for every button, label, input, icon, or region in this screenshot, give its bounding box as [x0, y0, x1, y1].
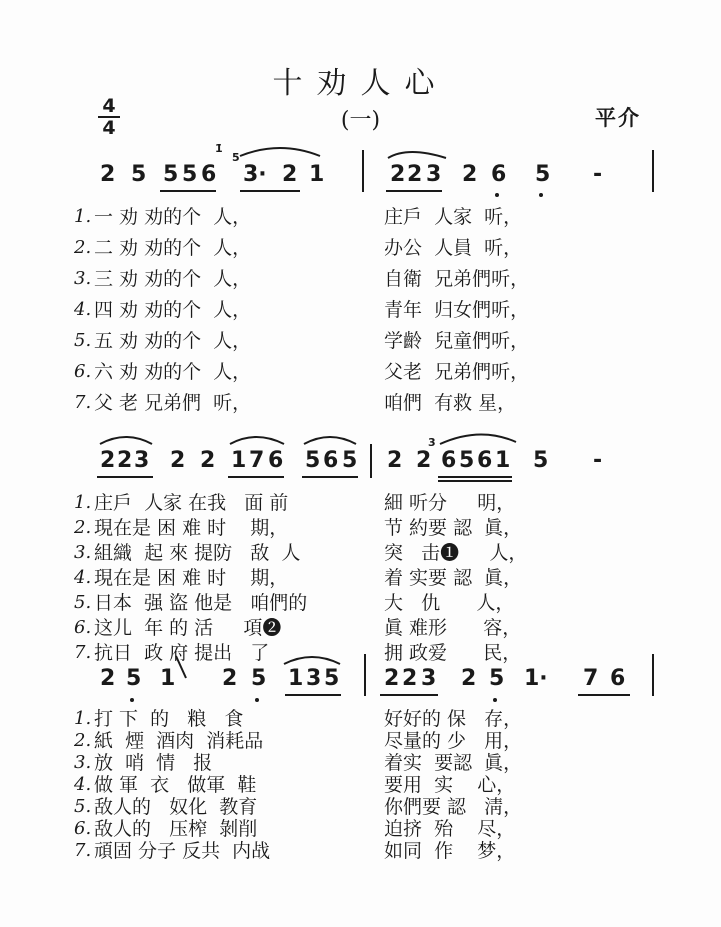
note: 6: [477, 448, 493, 473]
note: 1: [288, 666, 304, 691]
grace-note: 1̇: [215, 142, 223, 155]
note: 1: [160, 666, 176, 691]
note: 6: [491, 162, 507, 187]
note: 5: [459, 448, 475, 473]
note: 3·: [243, 162, 267, 187]
note: 6: [323, 448, 339, 473]
octave-dot: [130, 698, 134, 702]
slur-marks: [0, 150, 721, 210]
note: 5: [342, 448, 358, 473]
note: 5: [324, 666, 340, 691]
note: 5: [489, 666, 505, 691]
verse-number: 2.: [74, 730, 92, 751]
lyric-left: 做 軍 衣 做軍 鞋: [94, 774, 257, 796]
underline-beam: [578, 694, 630, 696]
lyric-left: 放 哨 情 报: [94, 752, 213, 774]
grace-note: 5: [232, 151, 240, 164]
barline: [652, 654, 654, 696]
lyric-line: [0, 326, 721, 356]
verse-number: 6.: [74, 361, 92, 382]
verse-number: 3.: [74, 752, 92, 773]
notation-row-3: [0, 654, 721, 704]
underline-beam: [380, 694, 438, 696]
lyric-line: [0, 836, 721, 866]
lyric-line: [0, 357, 721, 387]
lyric-left: 二 劝 劝的个 人，: [94, 237, 252, 259]
note: 5: [126, 666, 142, 691]
note: 5: [182, 162, 198, 187]
time-signature-top: 4: [102, 95, 116, 117]
verse-number: 4.: [74, 774, 92, 795]
lyric-left: 三 劝 劝的个 人，: [94, 268, 252, 290]
lyric-left: 六 劝 劝的个 人，: [94, 361, 252, 383]
note: 2: [117, 448, 133, 473]
note: 2: [407, 162, 423, 187]
lyric-right: 如同 作 梦，: [384, 840, 516, 862]
note: 2: [461, 666, 477, 691]
lyric-right: 拥 政爱 民，: [384, 642, 522, 664]
note: 2: [100, 448, 116, 473]
lyric-right: 眞 难形 容，: [384, 617, 522, 639]
lyric-line: [0, 388, 721, 418]
lyric-right: 父老 兄弟們听，: [384, 361, 530, 383]
verse-number: 4.: [74, 299, 92, 320]
lyric-right: 咱們 有救 星，: [384, 392, 517, 414]
verse-number: 3.: [74, 542, 92, 563]
lyric-right: 尽量的 少 用，: [384, 730, 523, 752]
verse-number: 1.: [74, 206, 92, 227]
note: 5: [533, 448, 549, 473]
notation-row-1: [0, 142, 721, 200]
lyric-left: 頑固 分子 反共 内战: [94, 840, 271, 862]
note: 5: [163, 162, 179, 187]
verse-number: 6.: [74, 617, 92, 638]
note: 7: [249, 448, 265, 473]
time-signature: [98, 97, 120, 137]
notation-row-2: [0, 436, 721, 486]
verse-number: 6.: [74, 818, 92, 839]
lyric-left: 紙 煙 酒肉 消耗品: [94, 730, 264, 752]
verse-number: 4.: [74, 567, 92, 588]
verse-number: 7.: [74, 392, 92, 413]
verse-number: 1.: [74, 708, 92, 729]
verse-number: 7.: [74, 642, 92, 663]
note: 1: [231, 448, 247, 473]
song-title: 十劝人心: [272, 66, 449, 101]
grace-note: 3: [428, 436, 436, 449]
lyric-line: [0, 233, 721, 263]
underline-beam: [285, 694, 341, 696]
note: 3: [134, 448, 150, 473]
lyric-left: 五 劝 劝的个 人，: [94, 330, 252, 352]
verse-number: 1.: [74, 492, 92, 513]
verse-number: 3.: [74, 268, 92, 289]
lyric-left: 敌人的 奴化 教育: [94, 796, 258, 818]
verse-number: 7.: [74, 840, 92, 861]
note: 2: [100, 666, 116, 691]
time-signature-bottom: 4: [102, 117, 116, 139]
lyric-left: 一 劝 劝的个 人，: [94, 206, 252, 228]
note: 6: [268, 448, 284, 473]
note: 6: [441, 448, 457, 473]
note: 1: [309, 162, 325, 187]
note: 5: [251, 666, 267, 691]
lyric-right: 要用 实 心，: [384, 774, 516, 796]
note: -: [593, 448, 603, 473]
lyric-right: 庄戶 人家 听，: [384, 206, 523, 228]
lyric-right: 好好的 保 存，: [384, 708, 523, 730]
verse-number: 2.: [74, 237, 92, 258]
note: 5: [305, 448, 321, 473]
lyric-right: 着实 要認 眞，: [384, 752, 523, 774]
note: 2: [384, 666, 400, 691]
lyric-left: 这儿 年 的 活 項❷: [94, 617, 282, 639]
note: 2: [390, 162, 406, 187]
lyric-left: 日本 强 盜 他是 咱們的: [94, 592, 308, 614]
lyric-right: 节 約要 認 眞，: [384, 517, 523, 539]
note: 2: [416, 448, 432, 473]
lyric-left: 抗日 政 府 提出 了: [94, 642, 270, 664]
note: 5: [535, 162, 551, 187]
lyric-left: 敌人的 压榨 剝削: [94, 818, 258, 840]
lyric-left: 打 下 的 粮 食: [94, 708, 244, 730]
verse-number: 5.: [74, 330, 92, 351]
verse-number: 5.: [74, 592, 92, 613]
lyric-left: 父 老 兄弟們 听，: [94, 392, 252, 414]
lyric-line: [0, 202, 721, 232]
octave-dot: [255, 698, 259, 702]
lyric-right: 着 实要 認 眞，: [384, 567, 523, 589]
note: 2: [100, 162, 116, 187]
note: 1: [495, 448, 511, 473]
lyric-line: [0, 264, 721, 294]
section-subtitle: (一): [340, 108, 381, 133]
composer-name: 平介: [595, 105, 641, 130]
note: 2: [402, 666, 418, 691]
note: 2: [200, 448, 216, 473]
note: 6: [201, 162, 217, 187]
note: -: [593, 162, 603, 187]
lyric-left: 組織 起 來 提防 敌 人: [94, 542, 301, 564]
note: 2: [387, 448, 403, 473]
lyric-line: [0, 295, 721, 325]
lyric-left: 四 劝 劝的个 人，: [94, 299, 252, 321]
note: 2: [222, 666, 238, 691]
lyric-right: 大 仇 人，: [384, 592, 515, 614]
note: 3: [426, 162, 442, 187]
note: 2: [282, 162, 298, 187]
lyric-right: 学齡 兒童們听，: [384, 330, 530, 352]
barline: [364, 654, 366, 696]
lyric-right: 細 听分 明，: [384, 492, 516, 514]
note: 5: [131, 162, 147, 187]
lyric-left: 庄戶 人家 在我 面 前: [94, 492, 289, 514]
note: 2: [462, 162, 478, 187]
lyric-right: 办公 人員 听，: [384, 237, 523, 259]
note: 6: [610, 666, 626, 691]
lyric-left: 現在是 困 难 时 期，: [94, 567, 289, 589]
lyric-left: 現在是 困 难 时 期，: [94, 517, 289, 539]
octave-dot: [493, 698, 497, 702]
note: 1·: [524, 666, 548, 691]
verse-number: 5.: [74, 796, 92, 817]
note: 2: [170, 448, 186, 473]
lyric-right: 青年 归女們听，: [384, 299, 530, 321]
lyric-right: 你們要 認 淸，: [384, 796, 523, 818]
note: 7: [583, 666, 599, 691]
lyric-right: 自衛 兄弟們听，: [384, 268, 530, 290]
note: 3: [306, 666, 322, 691]
lyric-right: 突 击❶ 人，: [384, 542, 528, 564]
slur-marks: [0, 436, 721, 496]
verse-number: 2.: [74, 517, 92, 538]
lyric-right: 迫挤 殆 尽，: [384, 818, 516, 840]
note: 3: [421, 666, 437, 691]
